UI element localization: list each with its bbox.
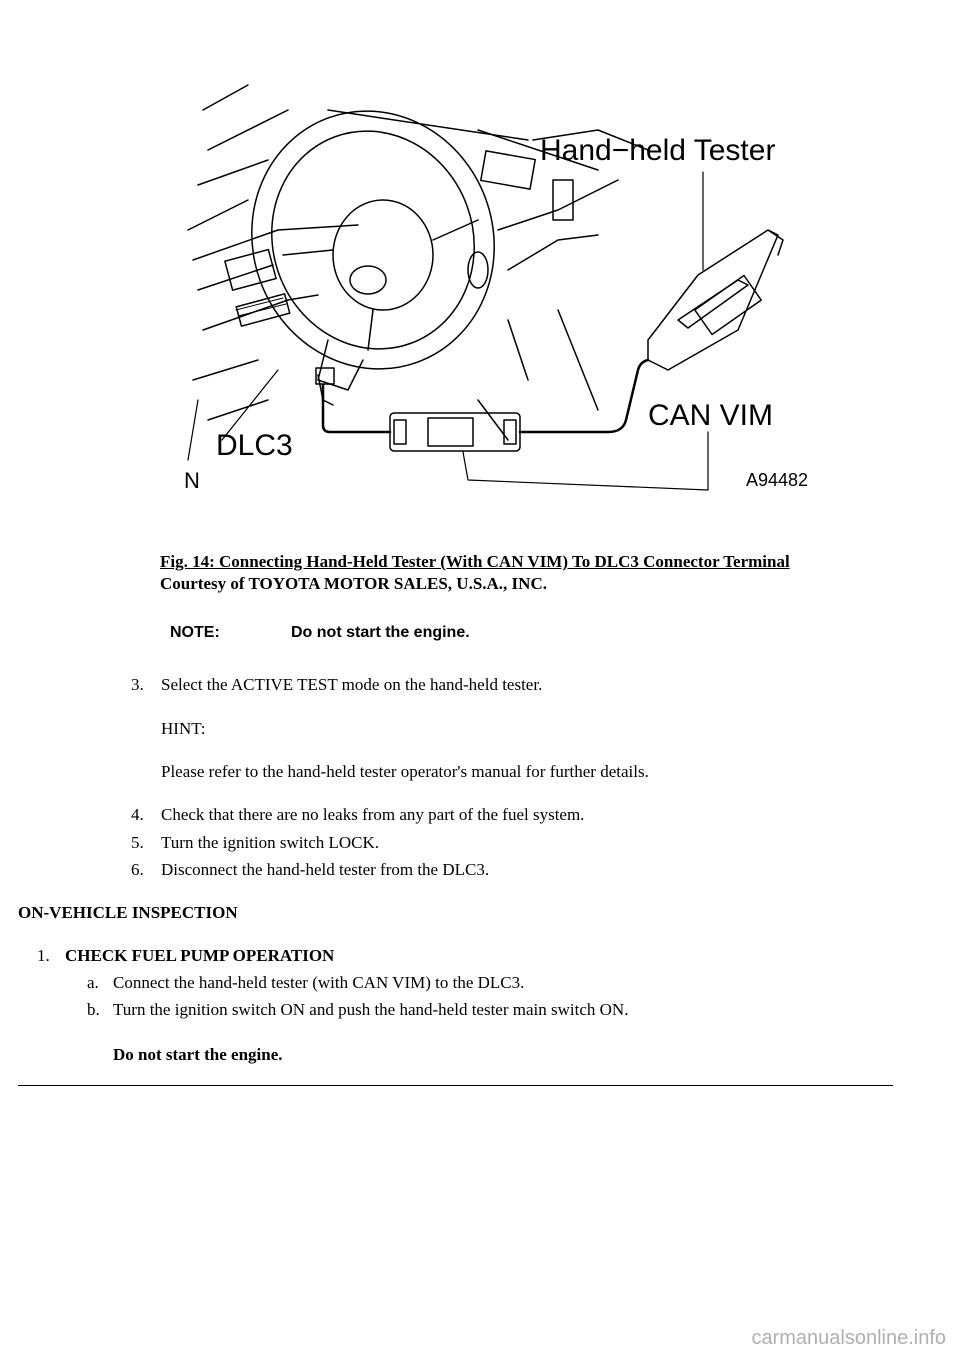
substep-letter: b.: [87, 1000, 100, 1019]
step-number: 6.: [131, 860, 144, 879]
step-number: 5.: [131, 833, 144, 852]
label-n: N: [184, 468, 200, 493]
hint-label: HINT:: [161, 719, 206, 738]
label-dlc3: DLC3: [216, 429, 293, 462]
step-text: Select the ACTIVE TEST mode on the hand-held tester.: [161, 675, 543, 694]
item-number: 1.: [37, 946, 50, 965]
figure-caption: [160, 551, 790, 595]
figure-code: A94482: [746, 470, 809, 490]
substep-text: Connect the hand-held tester (with CAN VIM) to the DLC3.: [113, 973, 525, 992]
substep-text: Turn the ignition switch ON and push the hand-held tester main switch ON.: [113, 1000, 629, 1019]
step-number: 3.: [131, 675, 144, 694]
note-box: [170, 624, 470, 642]
figure-title[interactable]: Fig. 14: Connecting Hand-Held Tester (With CAN VIM) To DLC3 Connector Terminal: [160, 552, 790, 571]
warning-text: Do not start the engine.: [113, 1045, 283, 1064]
note-label: NOTE:: [170, 624, 220, 641]
step-text: Turn the ignition switch LOCK.: [161, 833, 380, 852]
hint-text: Please refer to the hand-held tester operator's manual for further details.: [161, 762, 649, 781]
watermark: carmanualsonline.info: [751, 1327, 946, 1349]
figure-courtesy: Courtesy of TOYOTA MOTOR SALES, U.S.A., INC.: [160, 574, 547, 593]
connection-diagram: [178, 80, 828, 505]
item-title: CHECK FUEL PUMP OPERATION: [65, 946, 335, 965]
label-hand-held-tester: Hand−held Tester: [540, 134, 776, 167]
step-number: 4.: [131, 805, 144, 824]
note-text: Do not start the engine.: [291, 624, 470, 641]
label-can-vim: CAN VIM: [648, 399, 774, 432]
section-title: ON-VEHICLE INSPECTION: [18, 903, 238, 922]
diagram-drawing: [178, 80, 828, 505]
step-text: Check that there are no leaks from any part of the fuel system.: [161, 805, 585, 824]
step-text: Disconnect the hand-held tester from the DLC3.: [161, 860, 490, 879]
page-divider: [18, 1085, 893, 1086]
substep-letter: a.: [87, 973, 99, 992]
